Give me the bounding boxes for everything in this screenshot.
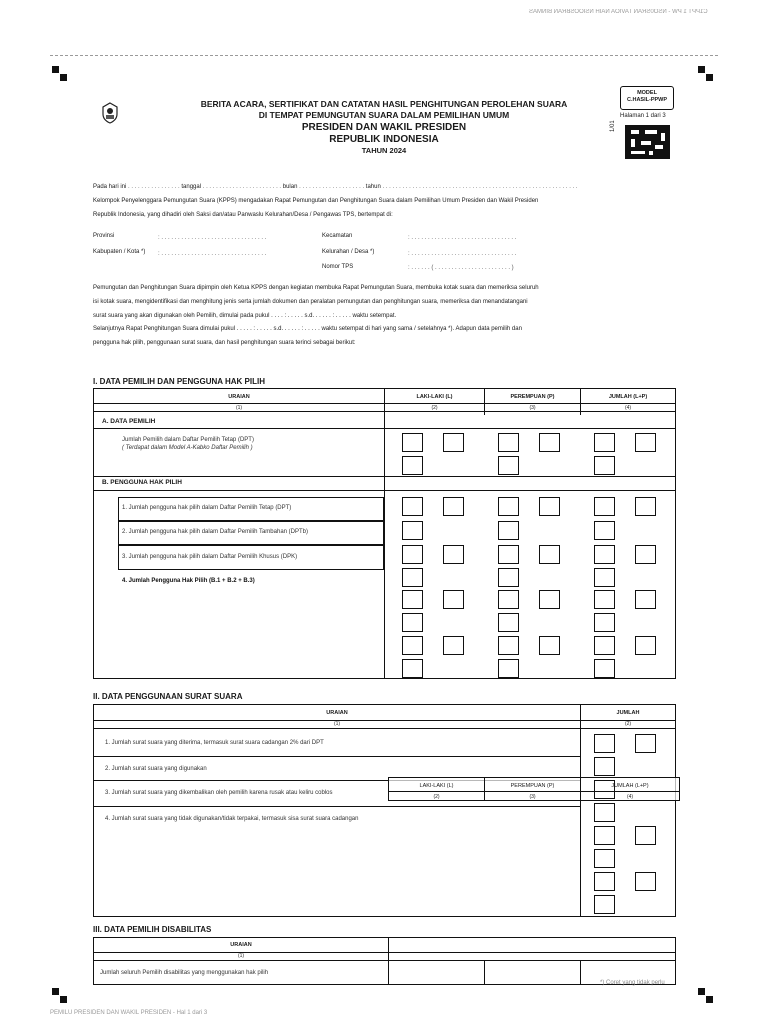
header-line3: PRESIDEN DAN WAKIL PRESIDEN [301,122,467,133]
s1-num3: (3) [529,405,536,411]
digit-box[interactable] [498,521,519,540]
field-provinsi[interactable]: : . . . . . . . . . . . . . . . . . . . . . . . . . . . . . . . . [158,235,267,241]
s1-col-laki: LAKI-LAKI (L) [416,394,453,400]
field-kecamatan[interactable]: : . . . . . . . . . . . . . . . . . . . . . . . . . . . . . . . . [408,235,517,241]
header-line2: DI TEMPAT PEMUNGUTAN SUARA DALAM PEMILIHAN UMUM [258,110,510,120]
section2-table [93,704,676,917]
digit-box[interactable] [635,734,656,753]
model-box [620,86,674,110]
digit-box[interactable] [594,545,615,564]
side-code: 1/01 [610,120,616,132]
crop-mark-tl [60,74,67,81]
procedure-line4: Selanjutnya Rapat Penghitungan Suara dimulai pukul . . . . . : . . . . . s.d. . . . . . : . . . . . waktu setempat di hari yang sama / setelahnya *). Adapun data pemilih dan [93,326,522,332]
digit-box[interactable] [594,826,615,845]
overlay-col-perempuan: PEREMPUAN (P) [510,783,555,789]
intro-paragraph-line2: Republik Indonesia, yang dihadiri oleh Saksi dan/atau Panwaslu Kelurahan/Desa / Pengawas TPS, bertempat di: [93,212,393,218]
label-provinsi: Provinsi [93,233,115,239]
s1-subsection-a: A. DATA PEMILIH [102,418,156,425]
crop-mark-br [698,988,705,995]
crop-mark-tr [698,66,705,73]
s2-row1: 1. Jumlah surat suara yang diterima, termasuk surat suara cadangan 2% dari DPT [105,740,324,746]
digit-box[interactable] [402,568,423,587]
model-label: MODEL [637,90,657,96]
digit-box[interactable] [402,433,423,452]
digit-box[interactable] [402,456,423,475]
digit-box[interactable] [635,497,656,516]
digit-box[interactable] [594,433,615,452]
digit-box[interactable] [402,613,423,632]
digit-box[interactable] [498,659,519,678]
overlay-col-laki: LAKI-LAKI (L) [419,783,454,789]
digit-box[interactable] [539,545,560,564]
s1-col-perempuan: PEREMPUAN (P) [510,394,555,400]
field-nomor-tps[interactable]: : . . . . . . ( . . . . . . . . . . . . . . . . . . . . . . . ) [408,265,514,271]
procedure-line3: surat suara yang akan digunakan oleh Pemilih, dimulai pada pukul . . . . : . . . . . s.d. . . . . . : . . . . . waktu setempat. [93,313,397,319]
digit-box[interactable] [594,757,615,776]
digit-box[interactable] [594,497,615,516]
s2-row2: 2. Jumlah surat suara yang digunakan [105,766,207,772]
label-hari: Pada hari ini [93,184,127,190]
digit-box[interactable] [402,521,423,540]
intro-date-line: Pada hari ini . . . . . . . . . . . . . . . . tanggal . . . . . . . . . . . . . . . . . . . . . . . . bulan . . . . . . . . . . . . . . . . . . . . tahun . . . . . . . . . . . . . . . . . . . . . . . . . . . . . . . . . . . . . . . . . . . . . . . . . . . . . . . . . . . [93,184,578,190]
digit-box[interactable] [498,433,519,452]
digit-box[interactable] [635,433,656,452]
header-line5: TAHUN 2024 [361,146,407,155]
digit-box[interactable] [594,568,615,587]
procedure-line5: pengguna hak pilih, penggunaan surat suara, dan hasil penghitungan suara terinci sebagai berikut: [93,340,356,346]
s1-subsection-b: B. PENGGUNA HAK PILIH [102,479,182,486]
section1-title: I. DATA PEMILIH DAN PENGGUNA HAK PILIH [93,377,265,386]
s3-row1: Jumlah seluruh Pemilih disabilitas yang menggunakan hak pilih [100,970,269,976]
bottom-right-note: *) Coret yang tidak perlu [600,980,665,986]
s2-col-uraian: URAIAN [326,710,348,716]
top-watermark: C1PPT 1 PW - NSO0SRAN TAVIOA NAIH NSIOOSBRAN BINMAS [529,9,708,15]
model-code: C.HASIL-PPWP [626,97,668,103]
crop-mark-bl [52,988,59,995]
procedure-line1: Pemungutan dan Penghitungan Suara dipimpin oleh Ketua KPPS dengan kegiatan membuka Rapat Pemungutan Suara, membuka kotak suara dan memeriksa seluruh [93,285,539,291]
digit-box[interactable] [443,590,464,609]
digit-box[interactable] [443,497,464,516]
digit-box[interactable] [443,433,464,452]
digit-box[interactable] [594,613,615,632]
digit-box[interactable] [635,545,656,564]
digit-box[interactable] [498,456,519,475]
digit-box[interactable] [594,734,615,753]
crop-mark-br [706,996,713,1003]
overlay-num2: (2) [433,794,440,800]
digit-box[interactable] [594,780,615,799]
crop-mark-tl [52,66,59,73]
digit-box[interactable] [498,636,519,655]
header-line4: REPUBLIK INDONESIA [329,134,439,145]
digit-box[interactable] [402,545,423,564]
s1-col-jumlah: JUMLAH (L+P) [608,394,648,400]
digit-box[interactable] [594,521,615,540]
digit-box[interactable] [443,636,464,655]
field-kabupaten[interactable]: : . . . . . . . . . . . . . . . . . . . . . . . . . . . . . . . . [158,251,267,257]
label-kecamatan: Kecamatan [322,233,353,239]
s1-row-b3: 3. Jumlah pengguna hak pilih dalam Daftar Pemilih Khusus (DPK) [122,554,298,560]
digit-box[interactable] [594,849,615,868]
digit-box[interactable] [594,895,615,914]
section2-title: II. DATA PENGGUNAAN SURAT SUARA [93,692,243,701]
s2-col-jumlah: JUMLAH [616,710,640,716]
digit-box[interactable] [539,497,560,516]
digit-box[interactable] [594,803,615,822]
s2-num2: (2) [624,721,632,727]
procedure-line2: isi kotak suara, mengidentifikasi dan menghitung jenis serta jumlah dokumen dan peralatan pemungutan dan penghitungan suara, memeriksa dan menandatangani [93,299,528,305]
digit-box[interactable] [635,590,656,609]
s1-col-uraian: URAIAN [228,394,250,400]
digit-box[interactable] [498,568,519,587]
digit-box[interactable] [594,872,615,891]
overlay-col-jumlah: JUMLAH (L+P) [611,783,649,789]
label-kabupaten: Kabupaten / Kota *) [93,249,146,255]
s1-row-a-note: ( Terdapat dalam Model A-Kabko Daftar Pemilih ) [122,445,253,451]
s1-row-b2: 2. Jumlah pengguna hak pilih dalam Daftar Pemilih Tambahan (DPTb) [122,529,308,535]
s2-num1: (1) [333,721,341,727]
crop-mark-tr [706,74,713,81]
digit-box[interactable] [402,636,423,655]
s3-num1: (1) [237,953,245,959]
s1-num2: (2) [431,405,438,411]
digit-box[interactable] [539,433,560,452]
digit-box[interactable] [443,545,464,564]
s1-row-b1: 1. Jumlah pengguna hak pilih dalam Daftar Pemilih Tetap (DPT) [122,505,292,511]
label-kelurahan: Kelurahan / Desa *) [322,249,375,255]
qr-code [625,125,670,159]
label-nomor-tps: Nomor TPS [322,264,354,270]
digit-box[interactable] [498,545,519,564]
digit-box[interactable] [498,613,519,632]
label-bulan: bulan [282,184,298,190]
s1-row-b4: 4. Jumlah Pengguna Hak Pilih (B.1 + B.2 + B.3) [122,578,255,584]
digit-box[interactable] [594,659,615,678]
label-tahun: tahun [365,184,381,190]
crop-mark-bl [60,996,67,1003]
s1-row-a-text: Jumlah Pemilih dalam Daftar Pemilih Tetap (DPT) [122,437,254,443]
cut-line [50,55,718,56]
digit-box[interactable] [594,636,615,655]
s3-col-uraian: URAIAN [230,942,252,948]
s1-num1: (1) [235,405,243,411]
section3-title: III. DATA PEMILIH DISABILITAS [93,925,212,934]
digit-box[interactable] [635,872,656,891]
digit-box[interactable] [635,826,656,845]
field-kelurahan[interactable]: : . . . . . . . . . . . . . . . . . . . . . . . . . . . . . . . . [408,251,517,257]
digit-box[interactable] [402,590,423,609]
overlay-num4: (4) [626,794,634,800]
label-tanggal: tanggal [181,184,202,190]
digit-box[interactable] [402,497,423,516]
digit-box[interactable] [539,636,560,655]
digit-box[interactable] [594,456,615,475]
digit-box[interactable] [498,497,519,516]
s1-num4: (4) [624,405,632,411]
digit-box[interactable] [402,659,423,678]
header-line1: BERITA ACARA, SERTIFIKAT DAN CATATAN HASIL PENGHITUNGAN PEROLEHAN SUARA [200,99,568,109]
page-label: Halaman 1 dari 3 [620,113,666,119]
digit-box[interactable] [498,590,519,609]
overlay-num3: (3) [529,794,536,800]
digit-box[interactable] [594,590,615,609]
intro-paragraph-line1: Kelompok Penyelenggara Pemungutan Suara (KPPS) mengadakan Rapat Pemungutan dan Penghitungan Suara dalam Pemilihan Umum Presiden dan Wakil Presiden [93,198,539,204]
digit-box[interactable] [539,590,560,609]
digit-box[interactable] [635,636,656,655]
footer: PEMILU PRESIDEN DAN WAKIL PRESIDEN - Hal 1 dari 3 [50,1010,208,1016]
s2-row4: 4. Jumlah surat suara yang tidak digunakan/tidak terpakai, termasuk sisa surat suara cadangan [105,816,359,822]
s2-row3: 3. Jumlah surat suara yang dikembalikan oleh pemilih karena rusak atau keliru coblos [105,790,333,796]
